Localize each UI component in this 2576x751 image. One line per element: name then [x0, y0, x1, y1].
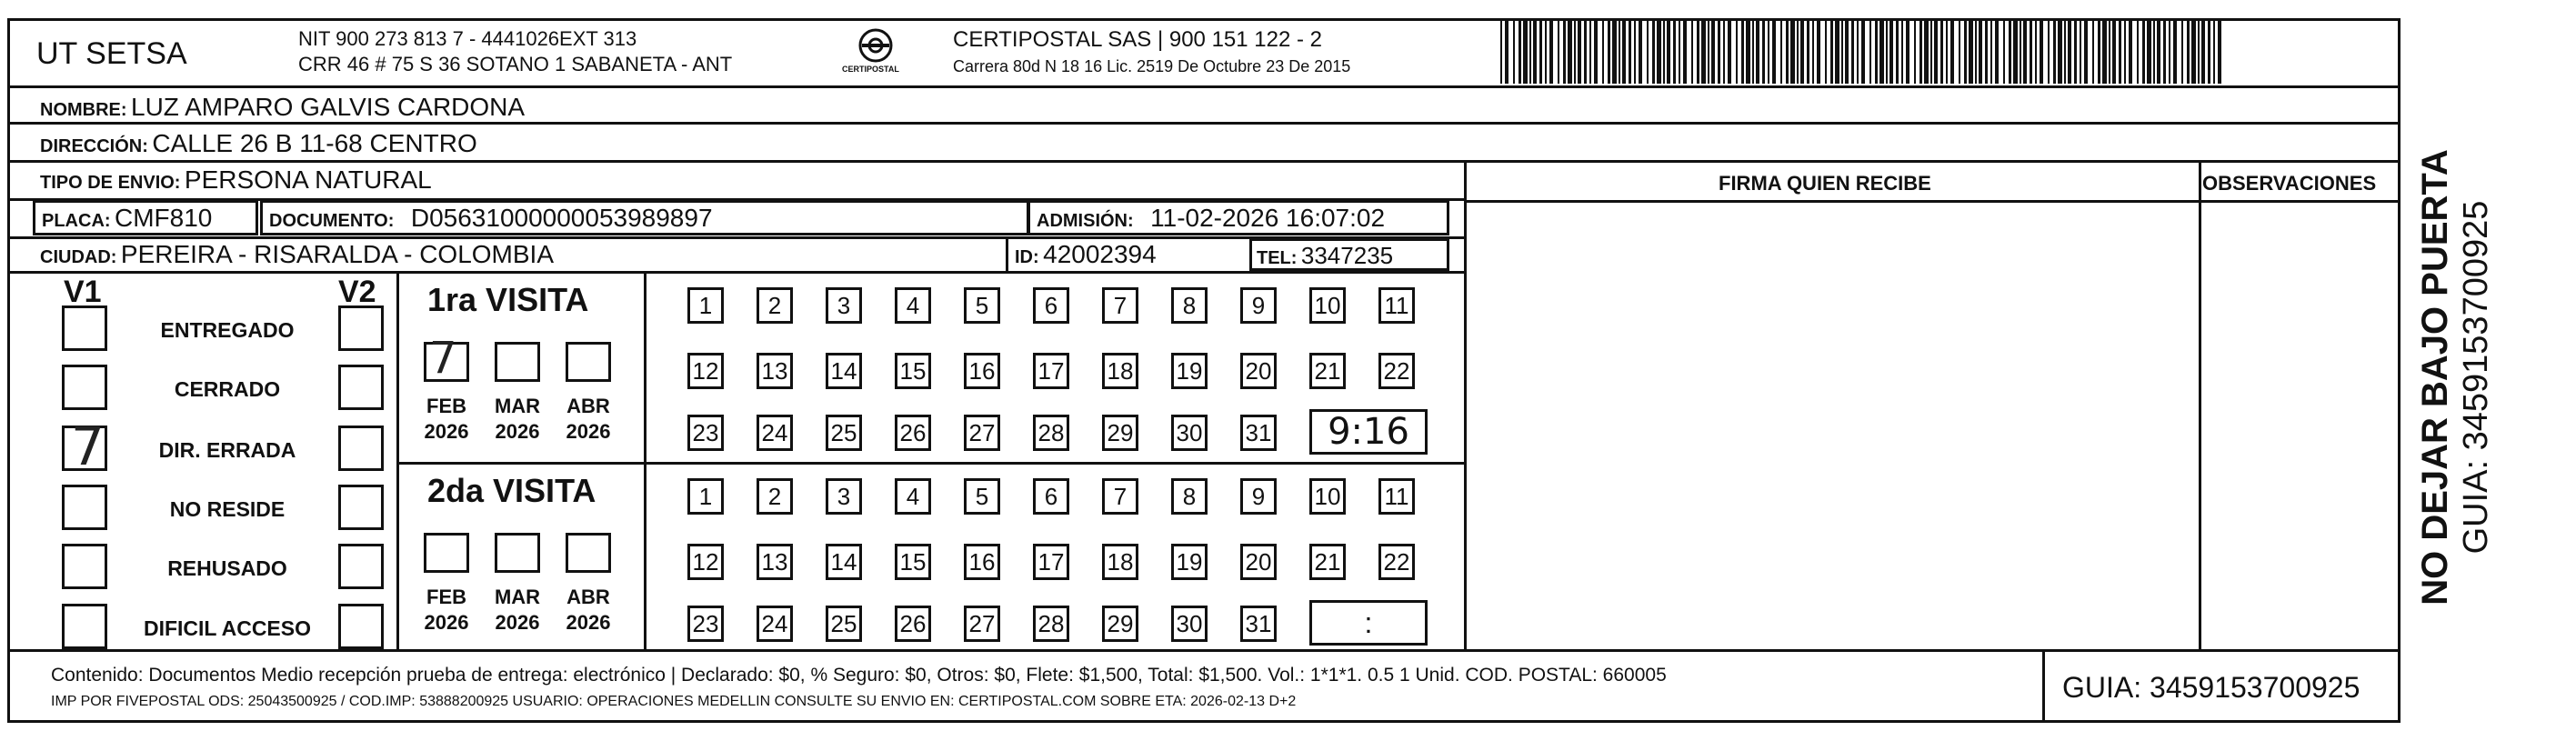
certipostal-logo: [835, 25, 917, 80]
barcode-bar: [1568, 18, 1572, 84]
visit-2-title: 2da VISITA: [427, 472, 596, 509]
barcode-bar: [1835, 18, 1839, 84]
firma-divider: [1464, 160, 1467, 649]
day-box[interactable]: 6: [1033, 287, 1069, 324]
day-box[interactable]: 13: [757, 353, 793, 389]
tipo-value: PERSONA NATURAL: [184, 165, 432, 194]
barcode-bar: [1533, 18, 1537, 84]
month-checkbox[interactable]: [424, 533, 469, 573]
visit-time-box[interactable]: :: [1309, 600, 1428, 646]
barcode-bar: [2213, 18, 2215, 84]
barcode-bar: [2084, 18, 2088, 84]
admision-label: ADMISIÓN:: [1037, 211, 1134, 231]
barcode-bar: [1919, 18, 1922, 84]
barcode-bar: [1622, 18, 1626, 84]
barcode-bar: [1728, 18, 1731, 84]
barcode-bar: [1959, 18, 1960, 84]
month-name: MAR: [494, 586, 541, 608]
v2-checkbox[interactable]: [338, 426, 384, 471]
v2-checkbox[interactable]: [338, 485, 384, 530]
barcode-bar: [1500, 18, 1502, 84]
barcode-bar: [2035, 18, 2037, 84]
firma-header: FIRMA QUIEN RECIBE: [1719, 172, 1931, 195]
months-divider: [644, 271, 647, 649]
month-checkbox[interactable]: [495, 533, 540, 573]
barcode-bar: [1975, 18, 1977, 84]
barcode-bar: [2208, 18, 2210, 84]
barcode-bar: [1985, 18, 1988, 84]
month-name: ABR: [566, 586, 610, 608]
barcode-bar: [1697, 18, 1699, 84]
day-box[interactable]: 23: [687, 415, 724, 451]
ciudad-label: CIUDAD:: [40, 247, 117, 267]
day-box[interactable]: 26: [895, 606, 931, 642]
status-option-label: ENTREGADO: [160, 318, 295, 342]
v1-checkbox[interactable]: [62, 365, 107, 410]
row-line-1: [7, 122, 2401, 125]
direccion-label: DIRECCIÓN:: [40, 136, 148, 156]
day-box[interactable]: 1: [687, 478, 724, 515]
barcode-bar: [1513, 18, 1515, 84]
barcode-bar: [1578, 18, 1581, 84]
day-box[interactable]: 6: [1033, 478, 1069, 515]
barcode-bar: [1851, 18, 1854, 84]
barcode-bar: [1691, 18, 1693, 84]
barcode-bar: [1667, 18, 1670, 84]
barcode-graphic: [1500, 18, 2223, 84]
barcode-bar: [1762, 18, 1765, 84]
nombre-label: NOMBRE:: [40, 100, 127, 120]
barcode-bar: [2030, 18, 2032, 84]
day-box[interactable]: 10: [1309, 478, 1346, 515]
visits-divider: [396, 462, 1464, 465]
company-name: UT SETSA: [36, 36, 187, 71]
day-box[interactable]: 16: [964, 353, 1000, 389]
barcode-bar: [2173, 18, 2177, 84]
documento-value: D05631000000053989897: [410, 204, 713, 232]
nombre-value: LUZ AMPARO GALVIS CARDONA: [131, 93, 526, 121]
v1-checkbox[interactable]: [62, 604, 107, 649]
ciudad-field: [40, 242, 554, 267]
barcode-bar: [2191, 18, 2196, 84]
month-name: FEB: [426, 586, 466, 608]
barcode-bar: [1558, 18, 1559, 84]
day-box[interactable]: 15: [895, 353, 931, 389]
admision-field: [1037, 205, 1385, 231]
logo-text: CERTIPOSTAL: [842, 65, 899, 74]
barcode-bar: [1901, 18, 1903, 84]
barcode-bar: [2153, 18, 2155, 84]
barcode-bar: [1817, 18, 1820, 84]
visit-1-title: 1ra VISITA: [427, 281, 589, 318]
barcode-bar: [1768, 18, 1769, 84]
day-box[interactable]: 29: [1102, 415, 1138, 451]
barcode-bar: [1845, 18, 1849, 84]
day-box[interactable]: 31: [1240, 606, 1277, 642]
barcode-bar: [1825, 18, 1827, 84]
barcode-bar: [1875, 18, 1878, 84]
footer-contenido: Contenido: Documentos Medio recepción prueba de entrega: electrónico | Declarado: $0, % Seguro: $0, Otros: $0, Flete: $1,500, Total: $1,500. Vol.: 1*1*1. 0.5 1 Unid. COD. POSTAL: 660005: [51, 665, 1667, 686]
day-box[interactable]: 24: [757, 606, 793, 642]
barcode-bar: [1995, 18, 1999, 84]
day-box[interactable]: 30: [1171, 606, 1208, 642]
placa-value: CMF810: [115, 204, 213, 232]
day-box[interactable]: 9: [1240, 287, 1277, 324]
barcode-bar: [2181, 18, 2183, 84]
row-line-2: [7, 160, 2401, 163]
barcode-bar: [2058, 18, 2062, 84]
barcode-bar: [1629, 18, 1631, 84]
barcode-bar: [1896, 18, 1899, 84]
barcode-bar: [1946, 18, 1948, 84]
tel-label: TEL:: [1257, 248, 1298, 268]
status-option-label: DIR. ERRADA: [158, 438, 296, 462]
day-box[interactable]: 28: [1033, 606, 1069, 642]
address-line: CRR 46 # 75 S 36 SOTANO 1 SABANETA - ANT: [298, 53, 733, 75]
barcode-bar: [1790, 18, 1795, 84]
barcode-bar: [1841, 18, 1843, 84]
ciudad-value: PEREIRA - RISARALDA - COLOMBIA: [120, 240, 555, 268]
barcode-bar: [2157, 18, 2160, 84]
month-year: 2026: [424, 611, 469, 634]
barcode-bar: [1930, 18, 1932, 84]
side-guia: GUIA: 3459153700925: [2457, 200, 2495, 555]
barcode-bar: [1519, 18, 1521, 84]
nit-line: NIT 900 273 813 7 - 4441026EXT 313: [298, 27, 637, 50]
month-checkbox[interactable]: [495, 342, 540, 382]
day-box[interactable]: 4: [895, 287, 931, 324]
barcode-bar: [1584, 18, 1587, 84]
barcode-bar: [1602, 18, 1604, 84]
barcode-bar: [1924, 18, 1929, 84]
day-box[interactable]: 7: [1102, 478, 1138, 515]
month-checkbox[interactable]: [566, 342, 611, 382]
barcode-bar: [1639, 18, 1642, 84]
barcode-bar: [1914, 18, 1916, 84]
v1-label: V1: [64, 275, 102, 309]
day-box[interactable]: 9: [1240, 478, 1277, 515]
month-handwritten-mark: 7: [429, 333, 457, 384]
direccion-field: [40, 131, 477, 156]
barcode-bar: [2092, 18, 2094, 84]
day-box[interactable]: 31: [1240, 415, 1277, 451]
barcode-bar: [2163, 18, 2166, 84]
barcode-bar: [2109, 18, 2110, 84]
day-box[interactable]: 26: [895, 415, 931, 451]
day-box[interactable]: 7: [1102, 287, 1138, 324]
month-name: ABR: [566, 395, 610, 417]
barcode-bar: [2064, 18, 2066, 84]
barcode-bar: [2053, 18, 2056, 84]
barcode-bar: [1990, 18, 1992, 84]
day-box[interactable]: 24: [757, 415, 793, 451]
barcode-bar: [2023, 18, 2027, 84]
barcode-bar: [1746, 18, 1750, 84]
id-divider: [1006, 236, 1008, 271]
barcode-bar: [1549, 18, 1553, 84]
day-box[interactable]: 19: [1171, 353, 1208, 389]
barcode-bar: [1608, 18, 1610, 84]
certipostal-line1: CERTIPOSTAL SAS | 900 151 122 - 2: [953, 27, 1322, 52]
status-option-label: NO RESIDE: [169, 497, 286, 521]
barcode-bar: [2142, 18, 2145, 84]
barcode-bar: [1657, 18, 1661, 84]
row-line-5: [7, 271, 1464, 274]
day-box[interactable]: 1: [687, 287, 724, 324]
barcode-bar: [2102, 18, 2107, 84]
barcode-bar: [2112, 18, 2116, 84]
barcode-bar: [1612, 18, 1617, 84]
v1-checkbox[interactable]: [62, 305, 107, 351]
barcode-bar: [2147, 18, 2151, 84]
v2-label: V2: [338, 275, 376, 309]
documento-field: [269, 205, 713, 231]
day-box[interactable]: 17: [1033, 353, 1069, 389]
day-box[interactable]: 12: [687, 353, 724, 389]
month-checkbox[interactable]: [566, 533, 611, 573]
tipo-label: TIPO DE ENVIO:: [40, 173, 181, 193]
admision-value: 11-02-2026 16:07:02: [1150, 204, 1386, 232]
columns-header-line: [1464, 200, 2401, 203]
barcode-bar: [1683, 18, 1687, 84]
footer-guia-divider: [2042, 649, 2045, 723]
day-box[interactable]: 14: [826, 544, 862, 580]
v1-checkbox[interactable]: [62, 544, 107, 589]
day-box[interactable]: 25: [826, 606, 862, 642]
day-box[interactable]: 3: [826, 478, 862, 515]
barcode-bar: [2048, 18, 2050, 84]
barcode-bar: [2218, 18, 2221, 84]
barcode-bar: [2169, 18, 2170, 84]
barcode-bar: [1708, 18, 1709, 84]
day-box[interactable]: 25: [826, 415, 862, 451]
barcode-bar: [2129, 18, 2132, 84]
barcode-bar: [1545, 18, 1547, 84]
day-box[interactable]: 18: [1102, 544, 1138, 580]
barcode: [1500, 18, 2223, 84]
id-value: 42002394: [1043, 240, 1157, 268]
barcode-bar: [1797, 18, 1799, 84]
day-box[interactable]: 5: [964, 478, 1000, 515]
month-year: 2026: [566, 611, 611, 634]
barcode-bar: [2137, 18, 2139, 84]
barcode-bar: [1857, 18, 1859, 84]
status-option-label: DIFICIL ACCESO: [143, 616, 311, 640]
barcode-bar: [1723, 18, 1725, 84]
day-box[interactable]: 8: [1171, 478, 1208, 515]
nombre-field: [40, 95, 525, 120]
barcode-bar: [1772, 18, 1776, 84]
day-box[interactable]: 28: [1033, 415, 1069, 451]
observaciones-header: OBSERVACIONES: [2202, 172, 2377, 195]
day-box[interactable]: 11: [1378, 287, 1415, 324]
barcode-bar: [1589, 18, 1591, 84]
barcode-bar: [2187, 18, 2190, 84]
barcode-bar: [1807, 18, 1809, 84]
barcode-bar: [1736, 18, 1738, 84]
barcode-bar: [1505, 18, 1509, 84]
barcode-bar: [1634, 18, 1636, 84]
v2-checkbox[interactable]: [338, 305, 384, 351]
barcode-bar: [1786, 18, 1789, 84]
barcode-bar: [1647, 18, 1649, 84]
row-line-4: [7, 236, 1464, 239]
observaciones-area[interactable]: [2202, 204, 2397, 647]
barcode-bar: [1718, 18, 1720, 84]
barcode-bar: [2040, 18, 2043, 84]
month-name: FEB: [426, 395, 466, 417]
status-divider: [396, 271, 399, 649]
barcode-bar: [1652, 18, 1655, 84]
side-warning: NO DEJAR BAJO PUERTA: [2415, 149, 2455, 606]
day-box[interactable]: 2: [757, 478, 793, 515]
id-field: [1015, 242, 1157, 267]
day-box[interactable]: 20: [1240, 544, 1277, 580]
tel-field: [1257, 244, 1393, 267]
status-option-label: CERRADO: [174, 377, 281, 401]
day-box[interactable]: 15: [895, 544, 931, 580]
barcode-bar: [1800, 18, 1804, 84]
barcode-bar: [1886, 18, 1888, 84]
barcode-bar: [1741, 18, 1744, 84]
day-box[interactable]: 18: [1102, 353, 1138, 389]
barcode-bar: [2009, 18, 2011, 84]
v1-checkbox[interactable]: [62, 485, 107, 530]
barcode-bar: [2080, 18, 2081, 84]
day-box[interactable]: 5: [964, 287, 1000, 324]
barcode-bar: [1574, 18, 1576, 84]
barcode-bar: [1594, 18, 1598, 84]
day-box[interactable]: 14: [826, 353, 862, 389]
barcode-bar: [1780, 18, 1782, 84]
month-year: 2026: [495, 611, 540, 634]
day-box[interactable]: 23: [687, 606, 724, 642]
visit-time-box[interactable]: 9:16: [1309, 409, 1428, 455]
barcode-bar: [1701, 18, 1706, 84]
barcode-bar: [1950, 18, 1954, 84]
day-box[interactable]: 11: [1378, 478, 1415, 515]
barcode-bar: [1673, 18, 1676, 84]
barcode-bar: [2068, 18, 2071, 84]
barcode-bar: [1539, 18, 1542, 84]
barcode-bar: [1563, 18, 1566, 84]
barcode-bar: [1969, 18, 1973, 84]
barcode-bar: [1756, 18, 1759, 84]
certipostal-line2: Carrera 80d N 18 16 Lic. 2519 De Octubre 23 De 2015: [953, 57, 1351, 75]
barcode-bar: [1663, 18, 1665, 84]
barcode-bar: [1940, 18, 1943, 84]
barcode-bar: [1619, 18, 1620, 84]
day-box[interactable]: 3: [826, 287, 862, 324]
day-box[interactable]: 13: [757, 544, 793, 580]
day-box[interactable]: 20: [1240, 353, 1277, 389]
footer-imp: IMP POR FIVEPOSTAL ODS: 25043500925 / COD.IMP: 53888200925 USUARIO: OPERACIONES MEDELLIN CONSULTE SU ENVIO EN: CERTIPOSTAL.COM SOBRE ETA: 2026-02-13 D+2: [51, 694, 1297, 709]
barcode-bar: [1934, 18, 1938, 84]
footer-guia: GUIA: 3459153700925: [2062, 671, 2360, 704]
barcode-bar: [2074, 18, 2077, 84]
barcode-bar: [1889, 18, 1893, 84]
day-box[interactable]: 19: [1171, 544, 1208, 580]
documento-label: DOCUMENTO:: [269, 211, 395, 231]
placa-field: [42, 205, 212, 231]
barcode-bar: [2003, 18, 2005, 84]
day-box[interactable]: 8: [1171, 287, 1208, 324]
barcode-bar: [1869, 18, 1871, 84]
barcode-bar: [2098, 18, 2100, 84]
barcode-bar: [2013, 18, 2018, 84]
barcode-bar: [1979, 18, 1982, 84]
v2-checkbox[interactable]: [338, 604, 384, 649]
barcode-bar: [1679, 18, 1680, 84]
day-box[interactable]: 30: [1171, 415, 1208, 451]
month-year: 2026: [566, 420, 611, 443]
v2-checkbox[interactable]: [338, 365, 384, 410]
placa-label: PLACA:: [42, 211, 111, 231]
day-box[interactable]: 2: [757, 287, 793, 324]
direccion-value: CALLE 26 B 11-68 CENTRO: [152, 129, 477, 157]
day-box[interactable]: 22: [1378, 353, 1415, 389]
day-box[interactable]: 4: [895, 478, 931, 515]
day-box[interactable]: 12: [687, 544, 724, 580]
v2-checkbox[interactable]: [338, 544, 384, 589]
barcode-bar: [1812, 18, 1814, 84]
barcode-bar: [2201, 18, 2205, 84]
day-box[interactable]: 29: [1102, 606, 1138, 642]
status-option-label: REHUSADO: [167, 556, 287, 580]
day-box[interactable]: 27: [964, 606, 1000, 642]
barcode-bar: [2124, 18, 2126, 84]
barcode-bar: [1711, 18, 1715, 84]
v1-handwritten-mark: 7: [71, 416, 105, 477]
barcode-bar: [1752, 18, 1754, 84]
barcode-bar: [1879, 18, 1884, 84]
day-box[interactable]: 10: [1309, 287, 1346, 324]
barcode-bar: [1964, 18, 1967, 84]
barcode-bar: [1830, 18, 1833, 84]
barcode-bar: [2198, 18, 2200, 84]
barcode-bar: [2119, 18, 2121, 84]
id-label: ID:: [1015, 247, 1039, 267]
barcode-bar: [1906, 18, 1909, 84]
barcode-bar: [1529, 18, 1531, 84]
firma-area[interactable]: [1468, 204, 2195, 647]
barcode-bar: [2020, 18, 2021, 84]
observaciones-divider: [2199, 160, 2201, 649]
tel-value: 3347235: [1300, 242, 1394, 269]
month-year: 2026: [424, 420, 469, 443]
day-box[interactable]: 27: [964, 415, 1000, 451]
tipo-field: [40, 167, 432, 193]
day-box[interactable]: 21: [1309, 544, 1346, 580]
day-box[interactable]: 17: [1033, 544, 1069, 580]
day-box[interactable]: 16: [964, 544, 1000, 580]
barcode-bar: [1523, 18, 1528, 84]
month-name: MAR: [494, 395, 541, 417]
month-year: 2026: [495, 420, 540, 443]
header-divider: [7, 85, 2401, 88]
barcode-bar: [1861, 18, 1865, 84]
day-box[interactable]: 21: [1309, 353, 1346, 389]
day-box[interactable]: 22: [1378, 544, 1415, 580]
